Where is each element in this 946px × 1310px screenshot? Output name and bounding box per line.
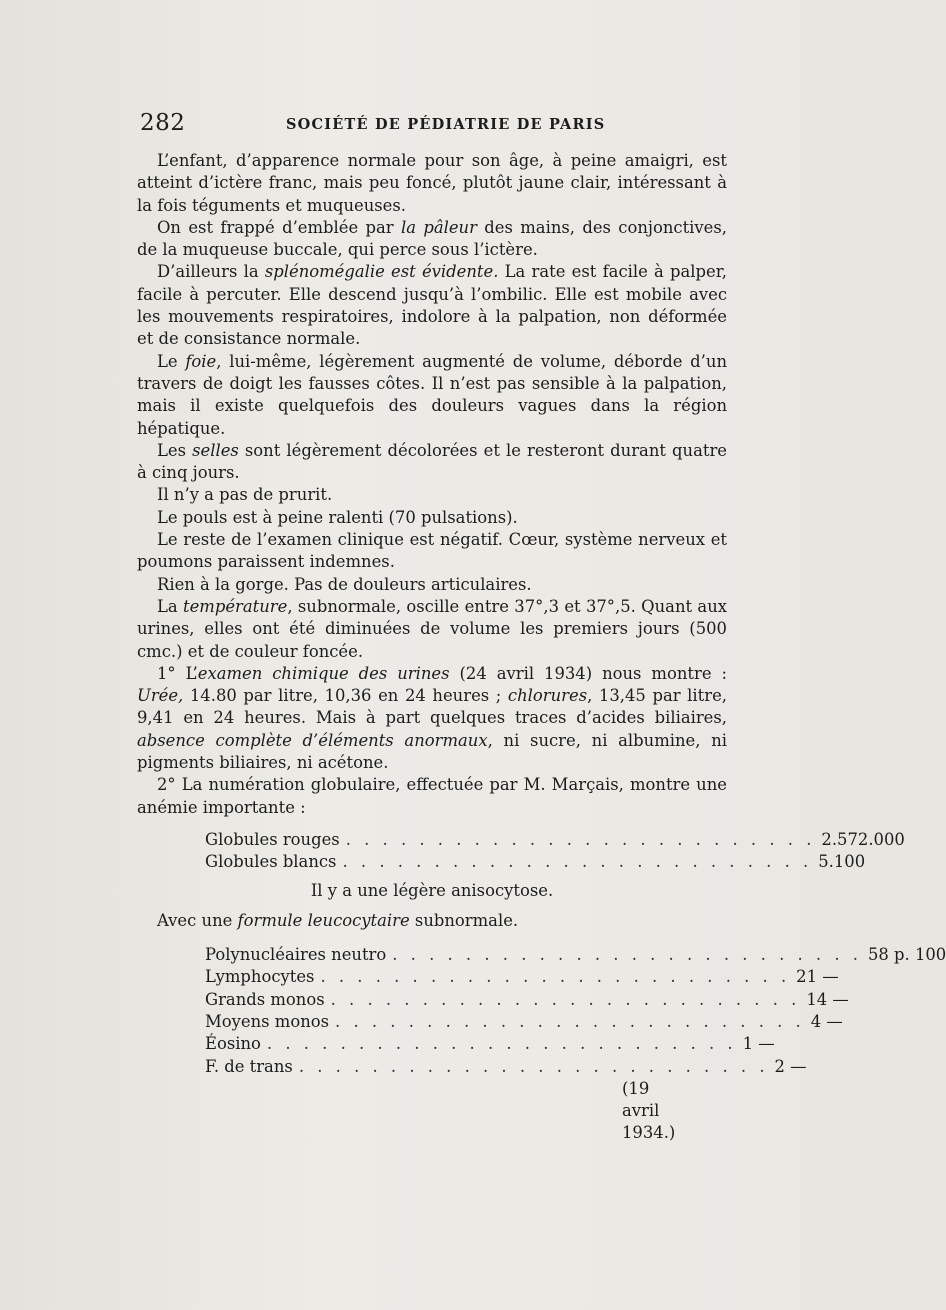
- dot-leader: . . . . . . . . . . . . . . . . . . . . . . . . . .: [298, 1056, 769, 1076]
- table-row: [205, 851, 866, 873]
- dot-leader: . . . . . . . . . . . . . . . . . . . . . . . . . .: [342, 852, 813, 872]
- formula-date-row: [205, 1078, 676, 1143]
- paragraph: D’ailleurs la splénomégalie est évidente. La rate est facile à palper, facile à percuter. Elle descend jusqu’à l’ombilic. Elle est mobile avec les mouvements respiratoires, indolore à la palpation, non déformée et de consistance normale.: [137, 262, 727, 349]
- row-value: 14 —: [806, 989, 849, 1009]
- row-value: 5.100: [818, 852, 866, 872]
- table-row: [205, 944, 946, 966]
- paragraph: Avec une formule leucocytaire subnormale.: [157, 910, 519, 930]
- paragraph: Le reste de l’examen clinique est négatif. Cœur, système nerveux et poumons paraissent indemnes.: [137, 530, 727, 572]
- table-row: [205, 829, 905, 851]
- row-label: Polynucléaires neutro: [205, 945, 387, 965]
- dot-leader: . . . . . . . . . . . . . . . . . . . . . . . . . .: [345, 829, 816, 849]
- row-label: Lymphocytes: [205, 967, 315, 987]
- row-label: Grands monos: [205, 989, 325, 1009]
- anisocytosis-note: Il y a une légère anisocytose.: [310, 880, 554, 900]
- row-label: Globules blancs: [205, 852, 337, 872]
- leukocyte-formula-table: [205, 944, 946, 1143]
- body-text: [137, 150, 946, 1143]
- paragraph: L’enfant, d’apparence normale pour son âge, à peine amaigri, est atteint d’ictère franc, mais peu foncé, plutôt jaune clair, intéressant à la fois téguments et muqueuses.: [137, 151, 727, 215]
- table-row: [205, 989, 849, 1011]
- paragraph: Le foie, lui-même, légèrement augmenté de volume, déborde d’un travers de doigt les fausses côtes. Il n’est pas sensible à la palpation, mais il existe quelquefois des douleurs vagues dans la région hépatique.: [137, 351, 727, 438]
- row-label: F. de trans: [205, 1056, 293, 1076]
- table-row: [205, 1056, 807, 1078]
- table-row: [205, 1033, 775, 1055]
- paragraph: Les selles sont légèrement décolorées et le resteront durant quatre à cinq jours.: [137, 440, 728, 483]
- row-value: 2.572.000: [821, 829, 905, 849]
- dot-leader: . . . . . . . . . . . . . . . . . . . . . . . . . .: [330, 989, 801, 1009]
- paragraph: Il n’y a pas de prurit.: [157, 485, 333, 505]
- paragraph: On est frappé d’emblée par la pâleur des mains, des conjonctives, de la muqueuse buccale, qui perce sous l’ictère.: [137, 217, 727, 260]
- running-head: SOCIÉTÉ DE PÉDIATRIE DE PARIS: [286, 116, 606, 133]
- row-value: 58 p. 100: [867, 945, 946, 965]
- dot-leader: . . . . . . . . . . . . . . . . . . . . . . . . . .: [392, 945, 862, 965]
- row-value: 2 —: [774, 1056, 807, 1076]
- paragraph: 1° L’examen chimique des urines (24 avril 1934) nous montre : Urée, 14.80 par litre, 10,36 en 24 heures ; chlorures, 13,45 par litre, 9,41 en 24 heures. Mais à part quelques traces d’acides biliaires, absence complète d’éléments anormaux, ni sucre, ni albumine, ni pigments biliaires, ni acétone.: [137, 663, 727, 773]
- blood-count-table: [205, 829, 905, 874]
- row-value: 4 —: [810, 1011, 843, 1031]
- page-header: [140, 110, 725, 140]
- formula-date: (19 avril 1934.): [622, 1078, 676, 1143]
- page-number: 282: [140, 110, 186, 136]
- row-label: Moyens monos: [205, 1011, 330, 1031]
- paragraph: Rien à la gorge. Pas de douleurs articulaires.: [157, 574, 532, 594]
- dot-leader: . . . . . . . . . . . . . . . . . . . . . . . . . .: [320, 967, 791, 987]
- dot-leader: . . . . . . . . . . . . . . . . . . . . . . . . . .: [335, 1011, 805, 1031]
- paragraph: Le pouls est à peine ralenti (70 pulsations).: [157, 507, 518, 527]
- table-row: [205, 966, 839, 988]
- paragraph: La température, subnormale, oscille entre 37°,3 et 37°,5. Quant aux urines, elles ont été diminuées de volume les premiers jours (500 cmc.) et de couleur foncée.: [137, 596, 727, 661]
- row-value: 21 —: [796, 967, 839, 987]
- row-value: 1 —: [742, 1034, 775, 1054]
- row-label: Éosino: [205, 1034, 261, 1054]
- table-row: [205, 1011, 843, 1033]
- dot-leader: . . . . . . . . . . . . . . . . . . . . . . . . . .: [266, 1034, 737, 1054]
- row-label: Globules rouges: [205, 829, 340, 849]
- paragraph: 2° La numération globulaire, effectuée par M. Marçais, montre une anémie importante :: [137, 775, 727, 817]
